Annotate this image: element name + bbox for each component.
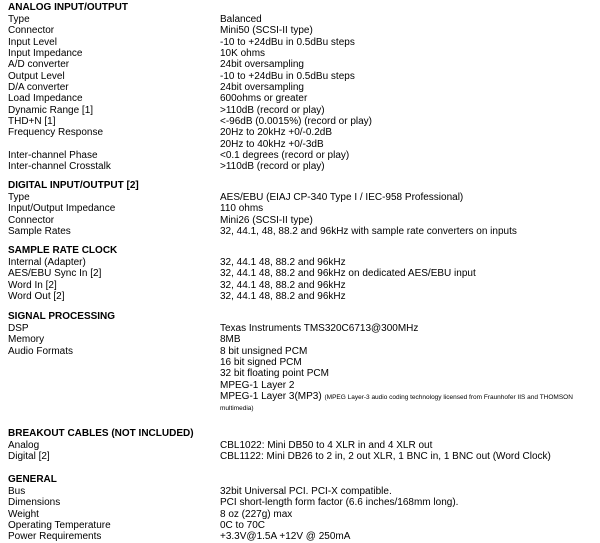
spec-value: MPEG-1 Layer 2	[220, 379, 295, 391]
spec-value: Texas Instruments TMS320C6713@300MHz	[220, 323, 419, 334]
spec-label: Input Impedance	[8, 48, 83, 60]
spec-label: A/D converter	[8, 59, 70, 71]
spec-row	[8, 71, 372, 82]
spec-value: 110 ohms	[220, 203, 264, 215]
spec-value: 24bit oversampling	[220, 82, 304, 94]
spec-rows	[8, 323, 600, 391]
spec-rows	[8, 192, 517, 237]
spec-row	[8, 139, 372, 150]
spec-value: 10K ohms	[220, 48, 266, 60]
spec-value: 32bit Universal PCI. PCI-X compatible.	[220, 486, 392, 497]
spec-row	[8, 257, 476, 268]
section-general	[8, 474, 458, 543]
spec-value: 8MB	[220, 334, 241, 346]
spec-row	[8, 531, 458, 542]
spec-label: Word In [2]	[8, 279, 57, 291]
spec-label: Connector	[8, 25, 55, 37]
spec-row	[8, 357, 600, 368]
spec-value: 600ohms or greater	[220, 93, 308, 105]
spec-value: 32 bit floating point PCM	[220, 368, 329, 380]
spec-label: Word Out [2]	[8, 291, 65, 303]
spec-value: Mini26 (SCSI-II type)	[220, 214, 313, 226]
spec-label	[8, 357, 220, 368]
spec-row	[8, 37, 372, 48]
spec-row	[8, 509, 458, 520]
spec-row	[8, 161, 372, 172]
spec-label: Type	[8, 192, 30, 203]
spec-label: Internal (Adapter)	[8, 257, 86, 268]
spec-value: CBL1122: Mini DB26 to 2 in, 2 out XLR, 1 BNC in, 1 BNC out (Word Clock)	[220, 451, 551, 463]
spec-label: Analog	[8, 440, 40, 451]
section-title: SAMPLE RATE CLOCK	[8, 245, 118, 256]
mp3-row	[8, 391, 600, 413]
section-title: SIGNAL PROCESSING	[8, 311, 116, 322]
spec-label	[8, 368, 220, 379]
spec-label: Inter-channel Phase	[8, 150, 98, 162]
section-title: BREAKOUT CABLES (NOT INCLUDED)	[8, 428, 194, 439]
spec-value: Mini50 (SCSI-II type)	[220, 25, 313, 37]
spec-label: Dimensions	[8, 497, 61, 509]
spec-row	[8, 14, 372, 25]
spec-value: +3.3V@1.5A +12V @ 250mA	[220, 531, 351, 543]
spec-value: 8 bit unsigned PCM	[220, 345, 308, 357]
spec-value: Balanced	[220, 14, 262, 25]
spec-rows	[8, 486, 458, 543]
spec-label	[8, 380, 220, 391]
spec-row	[8, 346, 600, 357]
section-breakout	[8, 428, 551, 463]
spec-value: 20Hz to 20kHz +0/-0.2dB	[220, 127, 333, 139]
section-title: ANALOG INPUT/OUTPUT	[8, 2, 128, 13]
spec-label: Input Level	[8, 36, 57, 48]
spec-row	[8, 127, 372, 138]
spec-label: Inter-channel Crosstalk	[8, 161, 111, 173]
spec-row	[8, 280, 476, 291]
spec-label: Connector	[8, 214, 55, 226]
spec-label: D/A converter	[8, 82, 69, 94]
spec-label	[8, 139, 220, 150]
spec-value: PCI short-length form factor (6.6 inches/168mm long).	[220, 497, 459, 509]
spec-label: Audio Formats	[8, 345, 74, 357]
spec-row	[8, 203, 517, 214]
spec-value: 0C to 70C	[220, 520, 266, 532]
spec-value: >110dB (record or play)	[220, 161, 325, 173]
spec-value: AES/EBU (EIAJ CP-340 Type I / IEC-958 Professional)	[220, 192, 464, 203]
spec-label: THD+N [1]	[8, 116, 56, 128]
section-title: GENERAL	[8, 474, 57, 485]
spec-label: Power Requirements	[8, 531, 102, 543]
spec-rows	[8, 440, 551, 463]
spec-row	[8, 291, 476, 302]
spec-row	[8, 93, 372, 104]
spec-value: 32, 44.1 48, 88.2 and 96kHz	[220, 279, 346, 291]
spec-value: -10 to +24dBu in 0.5dBu steps	[220, 70, 355, 82]
spec-row	[8, 451, 551, 462]
spec-row	[8, 116, 372, 127]
spec-label: Type	[8, 14, 30, 25]
spec-row	[8, 268, 476, 279]
spec-label: Frequency Response	[8, 127, 104, 139]
spec-label: Memory	[8, 334, 45, 346]
spec-value: >110dB (record or play)	[220, 104, 325, 116]
spec-row	[8, 497, 458, 508]
mp3-license-note: (MPEG Layer-3 audio coding technology licensed from Fraunhofer IIS and THOMSON multimedia)	[220, 394, 573, 413]
spec-label: AES/EBU Sync In [2]	[8, 268, 102, 280]
spec-row	[8, 59, 372, 70]
spec-row	[8, 25, 372, 36]
spec-row	[8, 486, 458, 497]
spec-label: DSP	[8, 323, 29, 334]
spec-row	[8, 380, 600, 391]
spec-value: 32, 44.1 48, 88.2 and 96kHz	[220, 257, 346, 268]
section-analog	[8, 2, 372, 173]
spec-row	[8, 215, 517, 226]
spec-value: -10 to +24dBu in 0.5dBu steps	[220, 36, 355, 48]
spec-row	[8, 334, 600, 345]
spec-value: 32, 44.1 48, 88.2 and 96kHz	[220, 291, 346, 303]
spec-row	[8, 82, 372, 93]
spec-value: 8 oz (227g) max	[220, 508, 293, 520]
spec-label: Output Level	[8, 70, 65, 82]
spec-row	[8, 368, 600, 379]
spec-row	[8, 105, 372, 116]
spec-label: Input/Output Impedance	[8, 203, 116, 215]
spec-row	[8, 440, 551, 451]
spec-value: CBL1022: Mini DB50 to 4 XLR in and 4 XLR out	[220, 440, 433, 451]
spec-label: Load Impedance	[8, 93, 83, 105]
section-digital	[8, 180, 517, 237]
spec-rows	[8, 14, 372, 173]
spec-value: 24bit oversampling	[220, 59, 304, 71]
spec-label: Dynamic Range [1]	[8, 104, 94, 116]
spec-row	[8, 48, 372, 59]
section-signal	[8, 311, 600, 413]
spec-label: Digital [2]	[8, 451, 50, 463]
spec-row	[8, 323, 600, 334]
spec-value: 20Hz to 40kHz +0/-3dB	[220, 138, 324, 150]
spec-label: Operating Temperature	[8, 520, 111, 532]
spec-value: <-96dB (0.0015%) (record or play)	[220, 116, 373, 128]
spec-value: <0.1 degrees (record or play)	[220, 150, 350, 162]
section-title: DIGITAL INPUT/OUTPUT [2]	[8, 180, 139, 191]
mp3-value: MPEG-1 Layer 3(MP3)	[220, 391, 322, 403]
spec-value: 16 bit signed PCM	[220, 357, 302, 369]
spec-rows	[8, 257, 476, 302]
section-clock	[8, 245, 476, 302]
spec-row	[8, 150, 372, 161]
spec-label: Sample Rates	[8, 226, 71, 238]
spec-row	[8, 520, 458, 531]
spec-row	[8, 192, 517, 203]
spec-label: Weight	[8, 508, 39, 520]
spec-row	[8, 226, 517, 237]
spec-value: 32, 44.1 48, 88.2 and 96kHz on dedicated AES/EBU input	[220, 268, 476, 280]
spec-value: 32, 44.1, 48, 88.2 and 96kHz with sample rate converters on inputs	[220, 226, 517, 238]
spec-label: Bus	[8, 486, 26, 497]
